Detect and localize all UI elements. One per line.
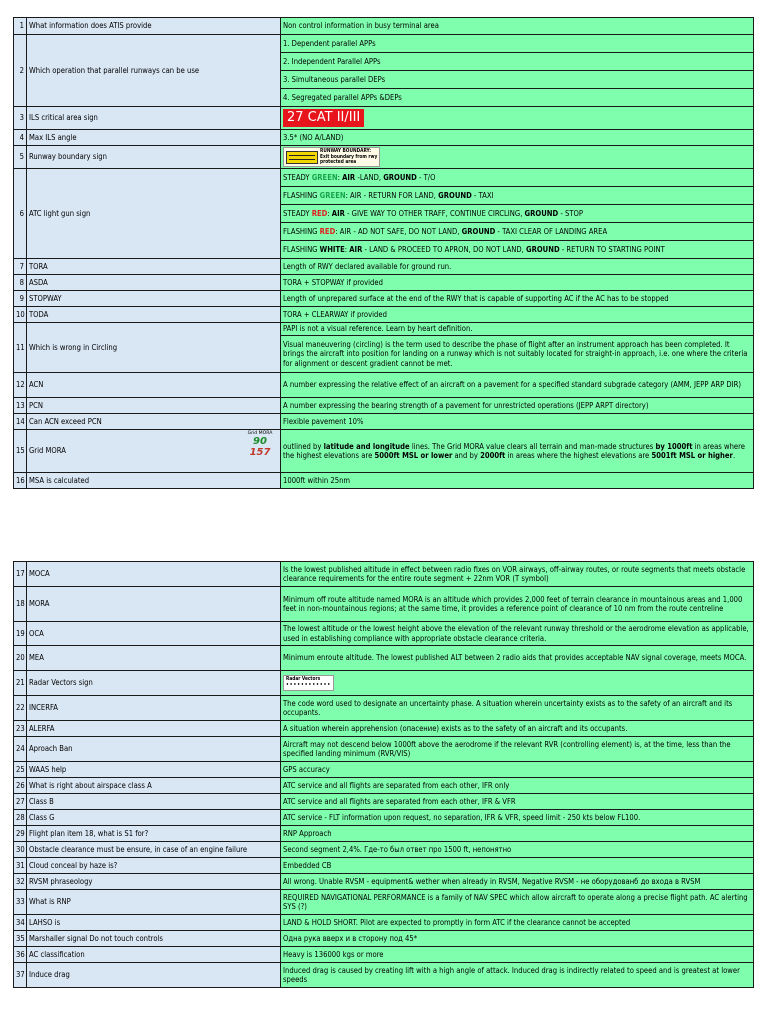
row-number: 16 (14, 473, 27, 489)
answer-cell: Induced drag is caused by creating lift with a high angle of attack. Induced drag is indirectly related to speed and is greatest at lower speeds (281, 963, 754, 988)
table-row (14, 842, 754, 858)
question-cell: MORA (27, 587, 281, 622)
table-row (14, 562, 754, 587)
table-row (14, 762, 754, 778)
row-number: 1 (14, 18, 27, 35)
table-row (14, 307, 754, 323)
answer-cell: Second segment 2,4%. Где-то был ответ про 1500 ft, непонятно (281, 842, 754, 858)
table-row (14, 130, 754, 146)
question-cell: MOCA (27, 562, 281, 587)
question-cell: ACN (27, 373, 281, 398)
radar-vectors-sign: Radar Vectors •••••••••••• (283, 675, 334, 691)
row-number: 31 (14, 858, 27, 874)
table-row (14, 323, 754, 336)
answer-cell: 2. Independent Parallel APPs (281, 53, 754, 71)
answer-cell: ATC service - FLT information upon request, no separation, IFR & VFR, speed limit - 250 kts below FL100. (281, 810, 754, 826)
table-row (14, 721, 754, 737)
row-number: 32 (14, 874, 27, 890)
question-cell: TODA (27, 307, 281, 323)
row-number: 37 (14, 963, 27, 988)
table-row (14, 169, 754, 187)
question-cell: What is RNP (27, 890, 281, 915)
table-row (14, 778, 754, 794)
answer-cell: STEADY RED: AIR - GIVE WAY TO OTHER TRAFF, CONTINUE CIRCLING, GROUND - STOP (281, 205, 754, 223)
question-cell: AC classification (27, 947, 281, 963)
row-number: 35 (14, 931, 27, 947)
row-number: 3 (14, 107, 27, 130)
answer-cell: FLASHING GREEN: AIR - RETURN FOR LAND, GROUND - TAXI (281, 187, 754, 205)
answer-cell: 3. Simultaneous parallel DEPs (281, 71, 754, 89)
table-row (14, 473, 754, 489)
question-cell: ALERFA (27, 721, 281, 737)
answer-cell: 1. Dependent parallel APPs (281, 35, 754, 53)
question-cell: What is right about airspace class A (27, 778, 281, 794)
row-number: 30 (14, 842, 27, 858)
table-row (14, 858, 754, 874)
row-number: 13 (14, 398, 27, 414)
answer-cell: Minimum off route altitude named MORA is an altitude which provides 2,000 feet of terrain clearance in mountainous areas and 1,000 feet in non-mountainous regions; at the same time, it provides a reference point of clearance of 10 nm from the route centreline (281, 587, 754, 622)
question-cell: Can ACN exceed PCN (27, 414, 281, 430)
row-number: 25 (14, 762, 27, 778)
answer-cell (281, 107, 754, 130)
table-row (14, 737, 754, 762)
table-row (14, 414, 754, 430)
table-row (14, 963, 754, 988)
row-number: 17 (14, 562, 27, 587)
answer-cell: GPS accuracy (281, 762, 754, 778)
answer-cell: Одна рука вверх и в сторону под 45* (281, 931, 754, 947)
table-row (14, 671, 754, 696)
question-cell: PCN (27, 398, 281, 414)
table-row (14, 107, 754, 130)
answer-cell: The code word used to designate an uncertainty phase. A situation wherein uncertainty exists as to the safety of an aircraft and its occupants. (281, 696, 754, 721)
runway-boundary-sign-text: RUNWAY BOUNDARY: Exit boundary from rwy protected area (320, 149, 378, 165)
row-number: 7 (14, 259, 27, 275)
table-row (14, 35, 754, 53)
answer-cell (281, 146, 754, 169)
row-number: 29 (14, 826, 27, 842)
answer-cell: Minimum enroute altitude. The lowest published ALT between 2 radio aids that provides acceptable NAV signal coverage, meets MOCA. (281, 646, 754, 671)
row-number: 6 (14, 169, 27, 259)
table-row (14, 810, 754, 826)
table-row (14, 931, 754, 947)
row-number: 2 (14, 35, 27, 107)
table-row (14, 259, 754, 275)
row-number: 10 (14, 307, 27, 323)
table-row (14, 430, 754, 473)
table-row (14, 947, 754, 963)
table-row (14, 794, 754, 810)
question-cell: Aproach Ban (27, 737, 281, 762)
table-row (14, 587, 754, 622)
row-number: 18 (14, 587, 27, 622)
answer-cell: STEADY GREEN: AIR -LAND, GROUND - T/O (281, 169, 754, 187)
answer-cell: Flexible pavement 10% (281, 414, 754, 430)
question-cell: Cloud conceal by haze is? (27, 858, 281, 874)
answer-cell: A number expressing the relative effect of an aircraft on a pavement for a specified standard subgrade category (AMM, JEPP ARP DIR) (281, 373, 754, 398)
answer-cell: 4. Segregated parallel APPs &DEPs (281, 89, 754, 107)
answer-cell: LAND & HOLD SHORT. Pilot are expected to promptly in form ATC if the clearance cannot be accepted (281, 915, 754, 931)
row-number: 27 (14, 794, 27, 810)
row-number: 14 (14, 414, 27, 430)
question-cell: Which operation that parallel runways can be use (27, 35, 281, 107)
question-cell (27, 430, 281, 473)
answer-cell: FLASHING RED: AIR - AD NOT SAFE, DO NOT LAND, GROUND - TAXI CLEAR OF LANDING AREA (281, 223, 754, 241)
answer-cell: Length of unprepared surface at the end of the RWY that is capable of supporting AC if the AC has to be stopped (281, 291, 754, 307)
row-number: 26 (14, 778, 27, 794)
table-row (14, 874, 754, 890)
boundary-stripes-icon (286, 151, 318, 164)
question-cell: Marshaller signal Do not touch controls (27, 931, 281, 947)
question-cell: TORA (27, 259, 281, 275)
row-number: 15 (14, 430, 27, 473)
question-cell: What information does ATIS provide (27, 18, 281, 35)
answer-cell: Visual maneuvering (circling) is the term used to describe the phase of flight after an instrument approach has been completed. It brings the aircraft into position for landing on a runway which is not suitably located for straight-in approach, i.e. one where the criteria for alignment or descent gradient cannot be met. (281, 336, 754, 373)
question-cell: MEA (27, 646, 281, 671)
row-number: 23 (14, 721, 27, 737)
answer-cell: TORA + CLEARWAY if provided (281, 307, 754, 323)
question-cell: STOPWAY (27, 291, 281, 307)
question-cell: Flight plan item 18, what is S1 for? (27, 826, 281, 842)
answer-cell: 1000ft within 25nm (281, 473, 754, 489)
row-number: 34 (14, 915, 27, 931)
row-number: 33 (14, 890, 27, 915)
question-cell: LAHSO is (27, 915, 281, 931)
row-number: 8 (14, 275, 27, 291)
question-cell: WAAS help (27, 762, 281, 778)
question-cell: RVSM phraseology (27, 874, 281, 890)
qa-table-2 (13, 561, 754, 988)
row-number: 11 (14, 323, 27, 373)
table-row (14, 18, 754, 35)
grid-mora-image: Grid MORA 90 157 (247, 431, 273, 459)
answer-cell: Is the lowest published altitude in effect between radio fixes on VOR airways, off-airway routes, or route segments that meets obstacle clearance requirements for the entire route segment + 22nm VOR (T symbol) (281, 562, 754, 587)
row-number: 36 (14, 947, 27, 963)
answer-cell: ATC service and all flights are separated from each other, IFR only (281, 778, 754, 794)
answer-cell: Embedded CB (281, 858, 754, 874)
answer-cell: Length of RWY declared available for ground run. (281, 259, 754, 275)
question-cell: Max ILS angle (27, 130, 281, 146)
question-cell: ASDA (27, 275, 281, 291)
answer-cell: A number expressing the bearing strength of a pavement for unrestricted operations (JEPP ARPT directory) (281, 398, 754, 414)
table-row (14, 622, 754, 646)
answer-cell: outlined by latitude and longitude lines. The Grid MORA value clears all terrain and man-made structures by 1000ft in areas where the highest elevations are 5000ft MSL or lower and by 2000ft in areas where the highest elevations are 5001ft MSL or higher. (281, 430, 754, 473)
question-cell: Induce drag (27, 963, 281, 988)
table-row (14, 915, 754, 931)
question-cell: Runway boundary sign (27, 146, 281, 169)
question-cell: ILS critical area sign (27, 107, 281, 130)
question-cell: Radar Vectors sign (27, 671, 281, 696)
row-number: 24 (14, 737, 27, 762)
answer-cell: FLASHING WHITE: AIR - LAND & PROCEED TO APRON, DO NOT LAND, GROUND - RETURN TO STARTING POINT (281, 241, 754, 259)
row-number: 22 (14, 696, 27, 721)
answer-cell: Aircraft may not descend below 1000ft above the aerodrome if the relevant RVR (controlling element) is, at the time, less than the specified landing minimum (RVR/VIS) (281, 737, 754, 762)
answer-cell: ATC service and all flights are separated from each other, IFR & VFR (281, 794, 754, 810)
answer-cell: All wrong. Unable RVSM - equipment& wether when already in RVSM, Negative RVSM - не оборудованб до входа в RVSM (281, 874, 754, 890)
question-text: Grid MORA (29, 446, 66, 456)
table-row (14, 890, 754, 915)
table-row (14, 146, 754, 169)
answer-cell: Heavy is 136000 kgs or more (281, 947, 754, 963)
question-cell: ATC light gun sign (27, 169, 281, 259)
question-cell: OCA (27, 622, 281, 646)
row-number: 5 (14, 146, 27, 169)
table-row (14, 291, 754, 307)
answer-cell: PAPI is not a visual reference. Learn by heart definition. (281, 323, 754, 336)
table-row (14, 398, 754, 414)
table-row (14, 696, 754, 721)
answer-cell (281, 671, 754, 696)
answer-cell: The lowest altitude or the lowest height above the elevation of the relevant runway threshold or the aerodrome elevation as applicable, used in establishing compliance with appropriate obstacle clearance criteria. (281, 622, 754, 646)
table-row (14, 373, 754, 398)
row-number: 4 (14, 130, 27, 146)
question-cell: Which is wrong in Circling (27, 323, 281, 373)
answer-cell: TORA + STOPWAY if provided (281, 275, 754, 291)
table-row (14, 646, 754, 671)
question-cell: Obstacle clearance must be ensure, in case of an engine failure (27, 842, 281, 858)
row-number: 21 (14, 671, 27, 696)
table-row (14, 275, 754, 291)
table-row (14, 826, 754, 842)
row-number: 20 (14, 646, 27, 671)
answer-cell: Non control information in busy terminal area (281, 18, 754, 35)
ils-critical-area-sign: 27 CAT II/III (283, 109, 364, 127)
question-cell: Class G (27, 810, 281, 826)
question-cell: INCERFA (27, 696, 281, 721)
question-cell: Class B (27, 794, 281, 810)
answer-cell: REQUIRED NAVIGATIONAL PERFORMANCE is a family of NAV SPEC which allow aircraft to operate along a precise flight path. AC alerting SYS (?) (281, 890, 754, 915)
answer-cell: 3.5* (NO A/LAND) (281, 130, 754, 146)
qa-table-1 (13, 17, 754, 489)
row-number: 12 (14, 373, 27, 398)
answer-cell: RNP Approach (281, 826, 754, 842)
row-number: 28 (14, 810, 27, 826)
row-number: 9 (14, 291, 27, 307)
row-number: 19 (14, 622, 27, 646)
sign-dots: •••••••••••• (286, 683, 332, 688)
runway-boundary-sign (283, 147, 380, 167)
question-cell: MSA is calculated (27, 473, 281, 489)
answer-cell: A situation wherein apprehension (опасение) exists as to the safety of an aircraft and its occupants. (281, 721, 754, 737)
